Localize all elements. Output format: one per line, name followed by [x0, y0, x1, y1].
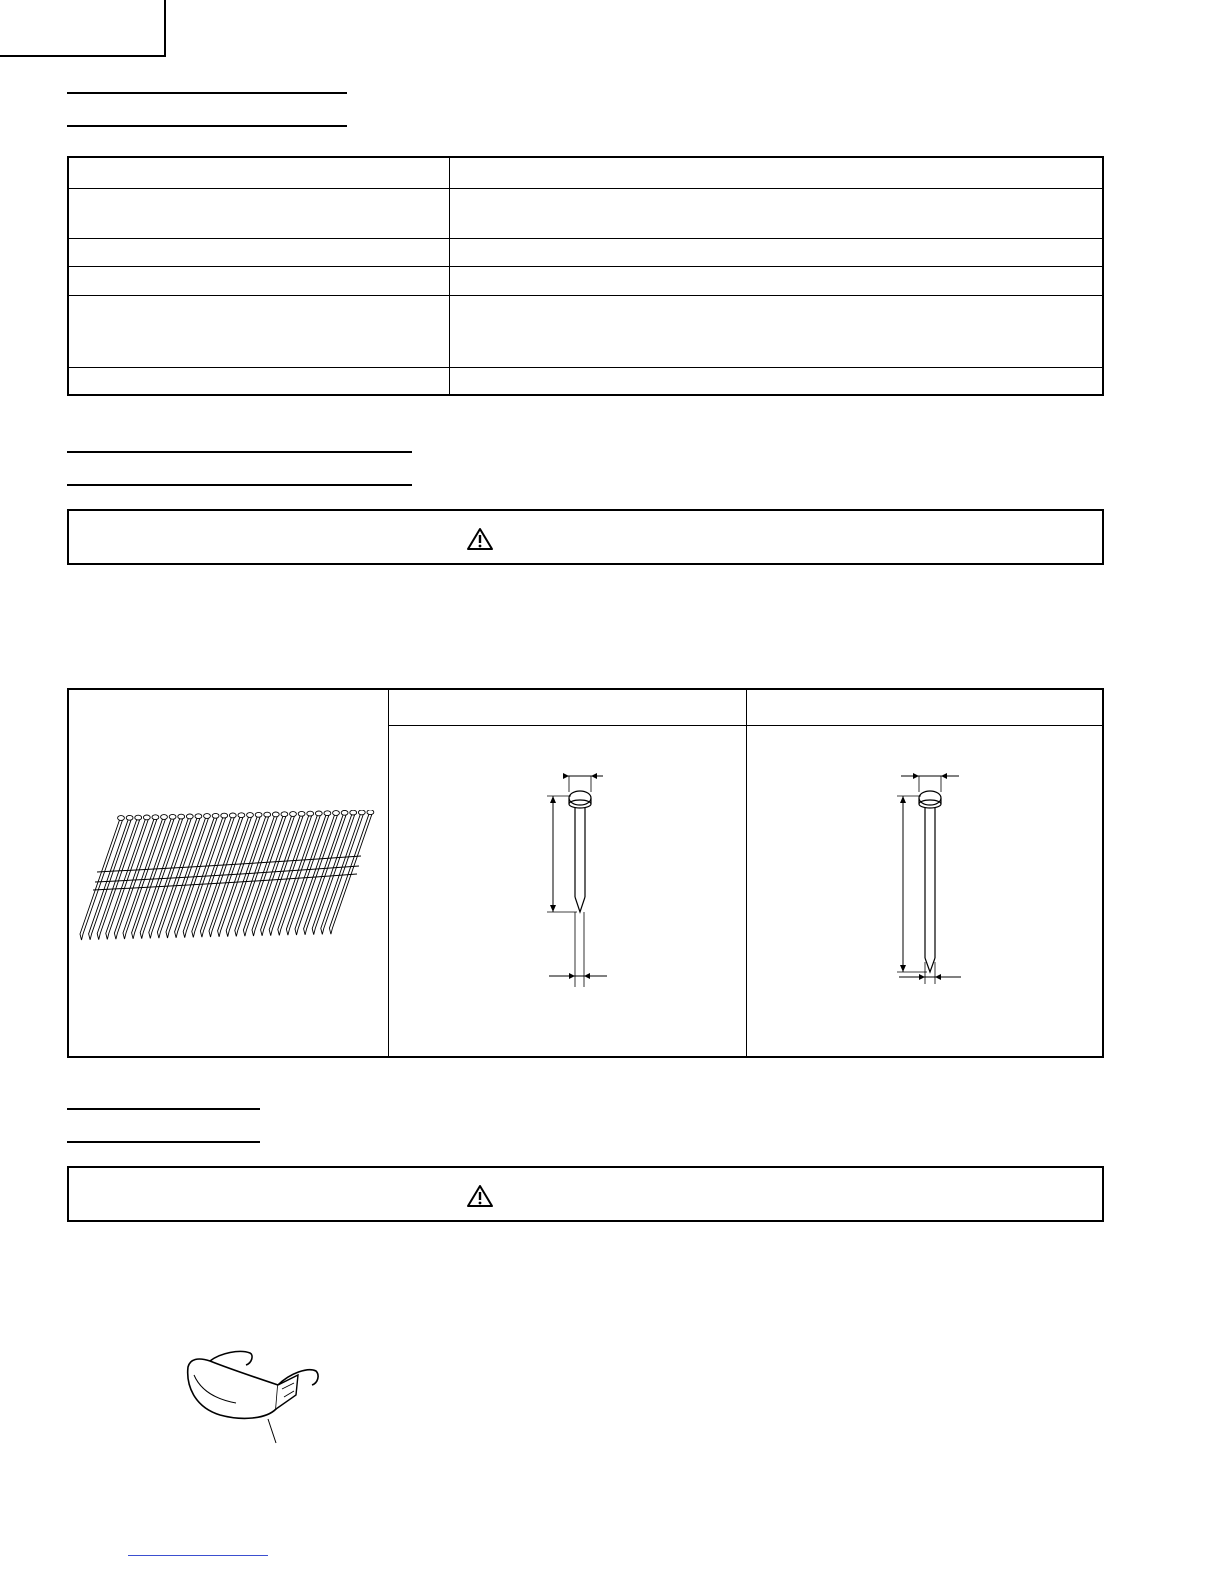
spec-label	[68, 367, 450, 395]
nail-strip-illustration	[77, 810, 382, 945]
nail-head	[229, 813, 236, 818]
table-row	[68, 266, 1103, 295]
nail-head	[315, 811, 322, 816]
header-divider	[389, 725, 1102, 726]
heading-underline	[67, 92, 347, 94]
nail-head	[264, 812, 271, 817]
nail-head	[118, 816, 125, 821]
nail-head	[290, 812, 297, 817]
nail-head	[143, 815, 150, 820]
spec-label	[68, 188, 450, 238]
footer-link[interactable]	[128, 1555, 268, 1556]
table-row	[68, 367, 1103, 395]
nail-dimension-diagram-short	[509, 762, 679, 1002]
heading-underline	[67, 1108, 260, 1110]
spec-label	[68, 295, 450, 367]
nail-head	[255, 812, 262, 817]
nail-table	[67, 688, 1104, 1058]
nail-head	[221, 813, 228, 818]
safety-glasses-illustration	[180, 1345, 330, 1445]
nail-head	[333, 811, 340, 816]
spec-value	[450, 188, 1104, 238]
nail-head	[178, 814, 185, 819]
spec-value	[450, 266, 1104, 295]
nail-head	[212, 813, 219, 818]
nail-head	[186, 814, 193, 819]
specifications-table	[67, 156, 1104, 396]
warning-box	[67, 1166, 1104, 1222]
nail-head	[350, 810, 357, 815]
spec-label	[68, 157, 450, 188]
table-row	[68, 188, 1103, 238]
page-number-tab	[0, 0, 166, 57]
specifications-heading	[67, 66, 347, 88]
nail-head	[247, 813, 254, 818]
nail-head	[169, 814, 176, 819]
column-divider	[746, 690, 747, 1056]
nail-head	[135, 815, 142, 820]
heading-underline	[67, 451, 412, 453]
safety-heading	[67, 1080, 260, 1102]
nail-head	[195, 814, 202, 819]
nail-head	[298, 811, 305, 816]
warning-triangle-icon	[466, 1184, 494, 1208]
spec-value	[450, 295, 1104, 367]
table-row	[68, 238, 1103, 266]
nail-head	[358, 810, 365, 815]
column-divider	[388, 690, 389, 1056]
nail-head	[341, 810, 348, 815]
nail-head	[126, 815, 133, 820]
nail-head	[152, 815, 159, 820]
warning-box	[67, 509, 1104, 565]
nail-head	[324, 811, 331, 816]
nail-head	[281, 812, 288, 817]
nail-head	[238, 813, 245, 818]
nail-head	[367, 810, 374, 815]
spec-value	[450, 238, 1104, 266]
spec-value	[450, 367, 1104, 395]
spec-value	[450, 157, 1104, 188]
heading-underline	[67, 125, 347, 127]
table-row	[68, 157, 1103, 188]
heading-underline	[67, 484, 412, 486]
spec-label	[68, 266, 450, 295]
heading-underline	[67, 1141, 260, 1143]
nail-head	[161, 815, 168, 820]
nail-head	[272, 812, 279, 817]
nail-head	[204, 814, 211, 819]
table-row	[68, 295, 1103, 367]
nail-selection-heading	[67, 424, 412, 446]
nail-dimension-diagram-long	[869, 762, 1039, 1002]
nail-head	[307, 811, 314, 816]
spec-label	[68, 238, 450, 266]
warning-triangle-icon	[466, 527, 494, 551]
